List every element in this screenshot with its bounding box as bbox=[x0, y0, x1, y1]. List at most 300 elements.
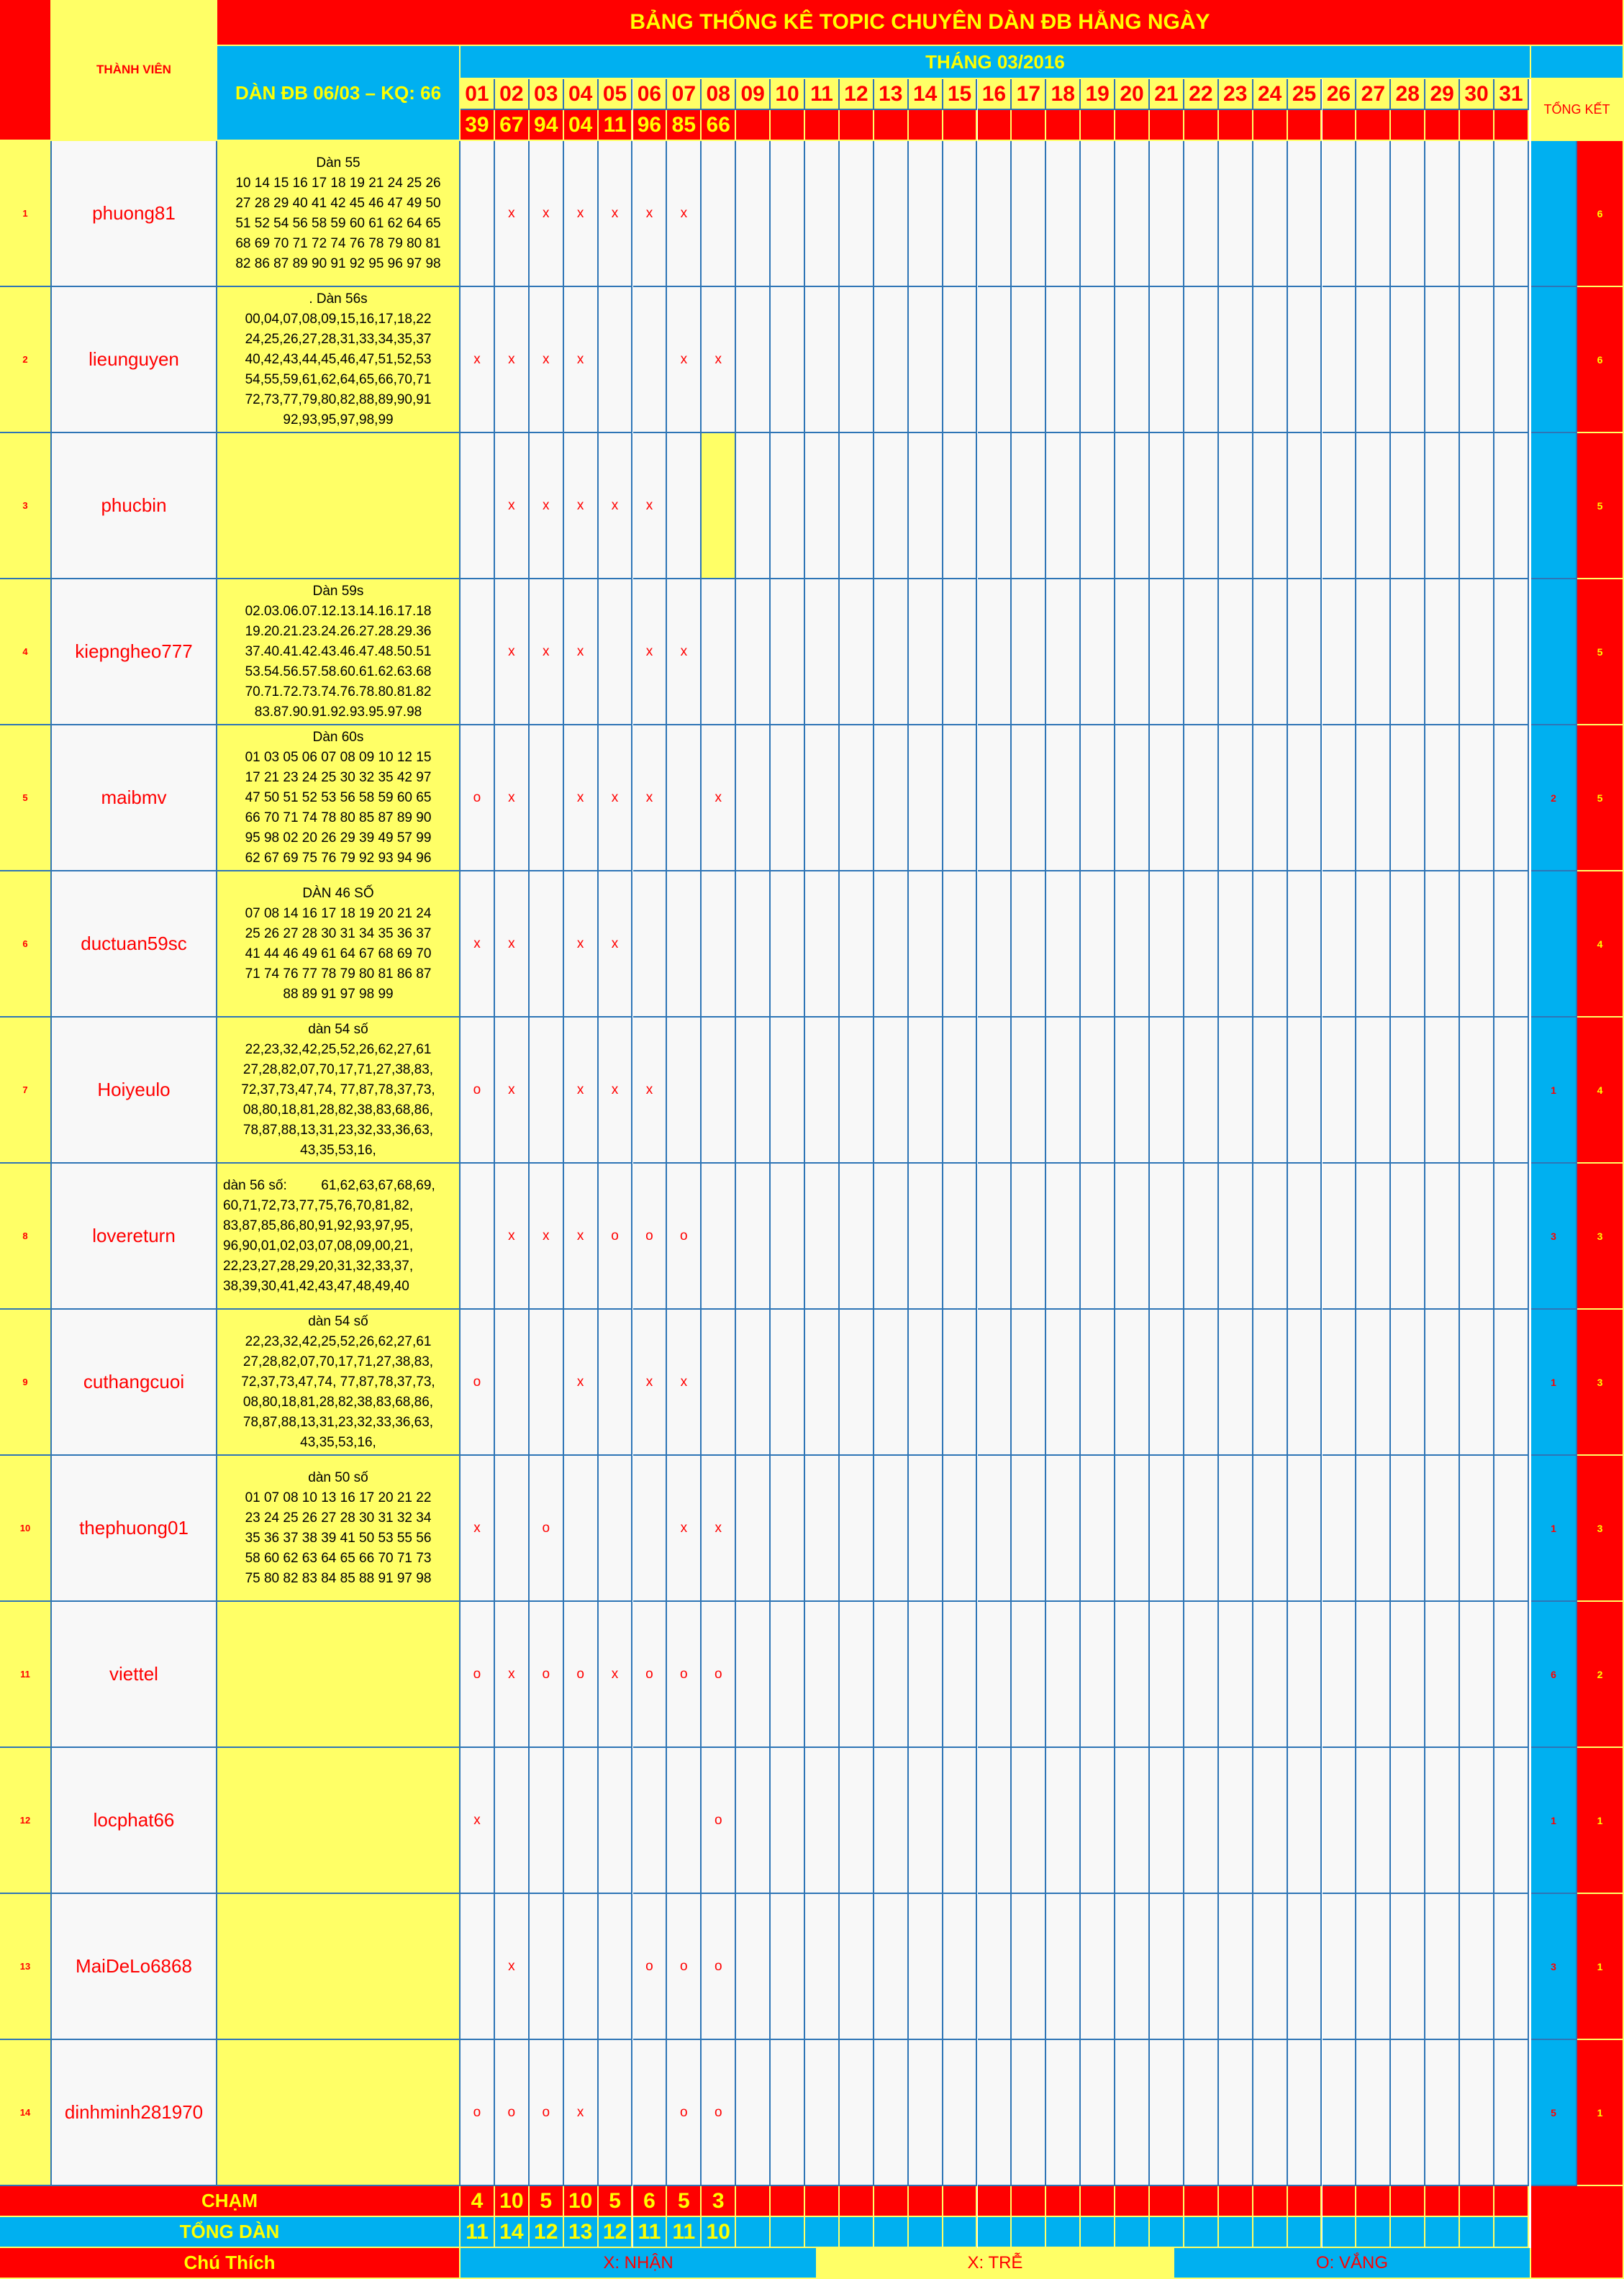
day-header: 28 bbox=[1391, 79, 1425, 110]
mark-cell bbox=[978, 433, 1012, 579]
mark-cell bbox=[1046, 579, 1081, 725]
mark-cell bbox=[1288, 1018, 1323, 1164]
mark-cell bbox=[943, 725, 978, 871]
mark-cell bbox=[1115, 1164, 1150, 1310]
mark-cell bbox=[1356, 1018, 1391, 1164]
mark-cell: x bbox=[461, 1456, 495, 1602]
mark-cell bbox=[1184, 871, 1219, 1018]
mark-cell bbox=[1115, 871, 1150, 1018]
mark-cell bbox=[1425, 725, 1460, 871]
mark-cell bbox=[1184, 725, 1219, 871]
mark-cell bbox=[1081, 287, 1115, 433]
mark-cell bbox=[564, 1894, 599, 2040]
row-total: 3 bbox=[1577, 1310, 1624, 1456]
mark-cell bbox=[909, 1310, 943, 1456]
tong-dan-cell bbox=[909, 2217, 943, 2248]
tong-dan-cell bbox=[1253, 2217, 1288, 2248]
result-cell bbox=[909, 110, 943, 141]
mark-cell bbox=[771, 141, 805, 287]
mark-cell bbox=[1012, 871, 1046, 1018]
day-header: 11 bbox=[805, 79, 840, 110]
mark-cell bbox=[771, 1748, 805, 1894]
mark-cell bbox=[1081, 1456, 1115, 1602]
mark-cell bbox=[1288, 433, 1323, 579]
mark-cell: x bbox=[599, 141, 633, 287]
mark-cell bbox=[1150, 433, 1184, 579]
mark-cell bbox=[1288, 2040, 1323, 2186]
mark-cell: o bbox=[461, 1018, 495, 1164]
mark-cell bbox=[1356, 725, 1391, 871]
mark-cell: x bbox=[495, 433, 530, 579]
mark-cell bbox=[978, 725, 1012, 871]
mark-cell bbox=[702, 1310, 736, 1456]
mark-cell bbox=[909, 141, 943, 287]
mark-cell bbox=[1115, 1310, 1150, 1456]
mark-cell bbox=[702, 871, 736, 1018]
dan-list: Dàn 55 10 14 15 16 17 18 19 21 24 25 26 27 28 29 40 41 42 45 46 47 49 50 51 52 54 56 58 59 60 61 62 64 65 68 69 70 71 72 74 76 78 79 80 81 82 86 87 89 90 91 92 95 96 97 98 bbox=[217, 141, 461, 287]
mark-cell bbox=[943, 433, 978, 579]
member-name: Hoiyeulo bbox=[52, 1018, 217, 1164]
mark-cell bbox=[771, 725, 805, 871]
mark-cell bbox=[874, 141, 909, 287]
cham-cell bbox=[1081, 2186, 1115, 2217]
member-name: lovereturn bbox=[52, 1164, 217, 1310]
day-header: 17 bbox=[1012, 79, 1046, 110]
mark-cell: o bbox=[702, 1748, 736, 1894]
mark-cell bbox=[1150, 1602, 1184, 1748]
mark-cell: x bbox=[461, 1748, 495, 1894]
tong-dan-cell bbox=[1323, 2217, 1357, 2248]
row-total: 6 bbox=[1577, 141, 1624, 287]
mark-cell bbox=[1288, 1748, 1323, 1894]
cham-cell: 3 bbox=[702, 2186, 736, 2217]
mark-cell bbox=[1288, 1456, 1323, 1602]
mark-cell bbox=[1494, 871, 1529, 1018]
mark-cell bbox=[1081, 141, 1115, 287]
mark-cell bbox=[1460, 141, 1494, 287]
mark-cell bbox=[667, 1748, 702, 1894]
mark-cell bbox=[736, 1018, 771, 1164]
result-cell bbox=[943, 110, 978, 141]
mark-cell: o bbox=[461, 725, 495, 871]
mark-cell: x bbox=[530, 141, 564, 287]
o-count bbox=[1531, 287, 1577, 433]
mark-cell bbox=[840, 725, 874, 871]
mark-cell bbox=[943, 1018, 978, 1164]
mark-cell bbox=[805, 1164, 840, 1310]
cham-cell: 6 bbox=[633, 2186, 668, 2217]
day-header: 12 bbox=[840, 79, 874, 110]
mark-cell bbox=[1184, 1748, 1219, 1894]
mark-cell bbox=[1184, 1456, 1219, 1602]
mark-cell: x bbox=[530, 1164, 564, 1310]
mark-cell bbox=[874, 433, 909, 579]
mark-cell bbox=[736, 141, 771, 287]
mark-cell bbox=[771, 433, 805, 579]
mark-cell bbox=[1150, 1164, 1184, 1310]
row-total: 4 bbox=[1577, 871, 1624, 1018]
mark-cell bbox=[530, 725, 564, 871]
mark-cell: o bbox=[530, 2040, 564, 2186]
cham-cell bbox=[978, 2186, 1012, 2217]
mark-cell bbox=[874, 1310, 909, 1456]
mark-cell bbox=[1323, 579, 1357, 725]
mark-cell: o bbox=[461, 1310, 495, 1456]
mark-cell: x bbox=[667, 141, 702, 287]
mark-cell bbox=[495, 1748, 530, 1894]
mark-cell bbox=[943, 1894, 978, 2040]
mark-cell bbox=[1288, 141, 1323, 287]
mark-cell bbox=[1356, 1748, 1391, 1894]
mark-cell bbox=[1012, 579, 1046, 725]
dan-list bbox=[217, 1748, 461, 1894]
cham-cell: 4 bbox=[461, 2186, 495, 2217]
mark-cell bbox=[1460, 871, 1494, 1018]
row-stt: 7 bbox=[0, 1018, 52, 1164]
mark-cell bbox=[1253, 1602, 1288, 1748]
mark-cell bbox=[874, 579, 909, 725]
mark-cell: o bbox=[633, 1602, 668, 1748]
mark-cell bbox=[1253, 725, 1288, 871]
mark-cell bbox=[771, 1456, 805, 1602]
mark-cell bbox=[1323, 2040, 1357, 2186]
tong-dan-cell: 12 bbox=[599, 2217, 633, 2248]
mark-cell bbox=[599, 1748, 633, 1894]
tong-dan-cell: 11 bbox=[633, 2217, 668, 2248]
mark-cell bbox=[667, 433, 702, 579]
cham-cell bbox=[943, 2186, 978, 2217]
mark-cell bbox=[736, 725, 771, 871]
mark-cell bbox=[805, 1456, 840, 1602]
cham-cell bbox=[1115, 2186, 1150, 2217]
row-total: 1 bbox=[1577, 2040, 1624, 2186]
mark-cell bbox=[1012, 1018, 1046, 1164]
o-count: 3 bbox=[1531, 1164, 1577, 1310]
mark-cell bbox=[1356, 1310, 1391, 1456]
result-cell bbox=[1081, 110, 1115, 141]
mark-cell bbox=[1460, 1602, 1494, 1748]
tong-dan-cell bbox=[978, 2217, 1012, 2248]
mark-cell bbox=[667, 871, 702, 1018]
row-stt: 2 bbox=[0, 287, 52, 433]
mark-cell bbox=[978, 1894, 1012, 2040]
mark-cell: x bbox=[702, 725, 736, 871]
mark-cell bbox=[530, 1748, 564, 1894]
mark-cell bbox=[978, 2040, 1012, 2186]
mark-cell bbox=[1046, 2040, 1081, 2186]
mark-cell bbox=[1288, 725, 1323, 871]
day-header: 21 bbox=[1150, 79, 1184, 110]
day-header: 15 bbox=[943, 79, 978, 110]
header-tong-ket-top bbox=[1531, 46, 1624, 79]
result-cell bbox=[1046, 110, 1081, 141]
mark-cell bbox=[1081, 725, 1115, 871]
mark-cell bbox=[909, 287, 943, 433]
mark-cell bbox=[1460, 1018, 1494, 1164]
mark-cell: x bbox=[564, 725, 599, 871]
legend-nhan: X: NHẬN bbox=[461, 2248, 817, 2279]
result-cell bbox=[874, 110, 909, 141]
mark-cell bbox=[1494, 1018, 1529, 1164]
mark-cell bbox=[805, 433, 840, 579]
result-cell bbox=[1288, 110, 1323, 141]
mark-cell bbox=[1323, 1894, 1357, 2040]
mark-cell bbox=[1494, 579, 1529, 725]
mark-cell bbox=[805, 579, 840, 725]
mark-cell bbox=[1460, 1894, 1494, 2040]
mark-cell: x bbox=[495, 871, 530, 1018]
dan-list bbox=[217, 433, 461, 579]
mark-cell bbox=[978, 287, 1012, 433]
mark-cell bbox=[771, 871, 805, 1018]
tong-dan-cell: 11 bbox=[461, 2217, 495, 2248]
mark-cell bbox=[1323, 1748, 1357, 1894]
mark-cell bbox=[1356, 141, 1391, 287]
mark-cell bbox=[1253, 433, 1288, 579]
mark-cell: x bbox=[667, 579, 702, 725]
day-header: 26 bbox=[1323, 79, 1357, 110]
result-cell bbox=[1425, 110, 1460, 141]
mark-cell: x bbox=[599, 871, 633, 1018]
mark-cell bbox=[702, 1018, 736, 1164]
result-cell: 94 bbox=[530, 110, 564, 141]
result-cell: 04 bbox=[564, 110, 599, 141]
result-cell: 66 bbox=[702, 110, 736, 141]
day-header: 30 bbox=[1460, 79, 1494, 110]
result-cell bbox=[1115, 110, 1150, 141]
mark-cell bbox=[1150, 1310, 1184, 1456]
mark-cell bbox=[599, 287, 633, 433]
mark-cell bbox=[702, 433, 736, 579]
day-header: 18 bbox=[1046, 79, 1081, 110]
o-count: 6 bbox=[1531, 1602, 1577, 1748]
mark-cell bbox=[1460, 1310, 1494, 1456]
mark-cell bbox=[1425, 871, 1460, 1018]
mark-cell bbox=[1219, 1456, 1253, 1602]
mark-cell bbox=[564, 1748, 599, 1894]
cham-cell bbox=[840, 2186, 874, 2217]
cham-cell bbox=[1219, 2186, 1253, 2217]
mark-cell bbox=[1494, 1602, 1529, 1748]
mark-cell bbox=[1081, 871, 1115, 1018]
mark-cell bbox=[943, 1164, 978, 1310]
member-name: thephuong01 bbox=[52, 1456, 217, 1602]
tong-dan-cell: 11 bbox=[667, 2217, 702, 2248]
mark-cell bbox=[1425, 1456, 1460, 1602]
mark-cell bbox=[736, 287, 771, 433]
cham-cell bbox=[874, 2186, 909, 2217]
mark-cell bbox=[599, 579, 633, 725]
mark-cell bbox=[874, 1164, 909, 1310]
mark-cell bbox=[1046, 287, 1081, 433]
mark-cell bbox=[633, 1456, 668, 1602]
mark-cell bbox=[771, 1602, 805, 1748]
result-cell bbox=[1150, 110, 1184, 141]
day-header: 03 bbox=[530, 79, 564, 110]
mark-cell bbox=[1219, 1310, 1253, 1456]
mark-cell: x bbox=[564, 1018, 599, 1164]
mark-cell bbox=[1288, 1602, 1323, 1748]
mark-cell bbox=[1323, 1602, 1357, 1748]
mark-cell bbox=[1184, 287, 1219, 433]
tong-dan-cell bbox=[1012, 2217, 1046, 2248]
mark-cell bbox=[840, 433, 874, 579]
row-total: 1 bbox=[1577, 1894, 1624, 2040]
mark-cell: x bbox=[633, 141, 668, 287]
mark-cell bbox=[564, 1456, 599, 1602]
mark-cell: o bbox=[667, 1602, 702, 1748]
mark-cell bbox=[1115, 287, 1150, 433]
mark-cell: x bbox=[495, 1018, 530, 1164]
cham-cell bbox=[1494, 2186, 1529, 2217]
mark-cell bbox=[461, 1894, 495, 2040]
mark-cell bbox=[840, 141, 874, 287]
mark-cell bbox=[1219, 871, 1253, 1018]
row-stt: 14 bbox=[0, 2040, 52, 2186]
day-header: 04 bbox=[564, 79, 599, 110]
mark-cell bbox=[1460, 1748, 1494, 1894]
mark-cell bbox=[1184, 1018, 1219, 1164]
mark-cell bbox=[1288, 871, 1323, 1018]
mark-cell bbox=[736, 871, 771, 1018]
o-count bbox=[1531, 871, 1577, 1018]
mark-cell bbox=[1219, 2040, 1253, 2186]
mark-cell bbox=[1115, 725, 1150, 871]
mark-cell bbox=[1115, 433, 1150, 579]
cham-cell bbox=[1425, 2186, 1460, 2217]
mark-cell bbox=[1046, 871, 1081, 1018]
mark-cell: x bbox=[667, 1310, 702, 1456]
mark-cell bbox=[978, 579, 1012, 725]
dan-list bbox=[217, 1894, 461, 2040]
mark-cell bbox=[874, 725, 909, 871]
member-name: phuong81 bbox=[52, 141, 217, 287]
mark-cell bbox=[805, 141, 840, 287]
o-count bbox=[1531, 433, 1577, 579]
mark-cell bbox=[1253, 1310, 1288, 1456]
day-header: 29 bbox=[1425, 79, 1460, 110]
tong-dan-cell bbox=[1460, 2217, 1494, 2248]
mark-cell bbox=[736, 1602, 771, 1748]
result-cell: 67 bbox=[495, 110, 530, 141]
mark-cell bbox=[909, 1018, 943, 1164]
cham-cell bbox=[805, 2186, 840, 2217]
cham-cell bbox=[1253, 2186, 1288, 2217]
mark-cell bbox=[530, 1018, 564, 1164]
result-cell bbox=[978, 110, 1012, 141]
mark-cell: x bbox=[495, 1164, 530, 1310]
mark-cell bbox=[1046, 1894, 1081, 2040]
mark-cell: o bbox=[667, 1894, 702, 2040]
result-cell bbox=[1219, 110, 1253, 141]
mark-cell bbox=[1046, 725, 1081, 871]
mark-cell bbox=[874, 1748, 909, 1894]
result-cell bbox=[1012, 110, 1046, 141]
mark-cell: x bbox=[461, 287, 495, 433]
mark-cell bbox=[874, 2040, 909, 2186]
tong-dan-cell bbox=[1081, 2217, 1115, 2248]
mark-cell bbox=[1356, 2040, 1391, 2186]
result-cell bbox=[1356, 110, 1391, 141]
mark-cell bbox=[771, 1310, 805, 1456]
day-header: 09 bbox=[736, 79, 771, 110]
o-count: 3 bbox=[1531, 1894, 1577, 2040]
mark-cell bbox=[1425, 287, 1460, 433]
mark-cell bbox=[943, 871, 978, 1018]
mark-cell bbox=[1425, 141, 1460, 287]
mark-cell bbox=[840, 871, 874, 1018]
mark-cell bbox=[1150, 1748, 1184, 1894]
result-cell: 39 bbox=[461, 110, 495, 141]
mark-cell bbox=[1012, 1456, 1046, 1602]
mark-cell bbox=[1081, 1164, 1115, 1310]
mark-cell bbox=[1460, 1456, 1494, 1602]
mark-cell bbox=[840, 1310, 874, 1456]
mark-cell bbox=[1184, 1894, 1219, 2040]
header-month: THÁNG 03/2016 bbox=[461, 46, 1531, 79]
mark-cell bbox=[1356, 287, 1391, 433]
row-stt: 11 bbox=[0, 1602, 52, 1748]
row-total: 1 bbox=[1577, 1748, 1624, 1894]
tong-dan-cell bbox=[1356, 2217, 1391, 2248]
tong-dan-cell bbox=[771, 2217, 805, 2248]
cham-label: CHẠM bbox=[0, 2186, 461, 2217]
mark-cell bbox=[943, 1456, 978, 1602]
mark-cell bbox=[771, 2040, 805, 2186]
table-title: BẢNG THỐNG KÊ TOPIC CHUYÊN DÀN ĐB HẰNG NGÀY bbox=[217, 0, 1624, 46]
mark-cell bbox=[702, 1164, 736, 1310]
mark-cell bbox=[943, 1310, 978, 1456]
cham-cell bbox=[909, 2186, 943, 2217]
row-stt: 3 bbox=[0, 433, 52, 579]
mark-cell bbox=[599, 1456, 633, 1602]
mark-cell bbox=[1081, 1310, 1115, 1456]
mark-cell bbox=[1323, 725, 1357, 871]
mark-cell bbox=[1012, 1602, 1046, 1748]
mark-cell bbox=[1425, 1602, 1460, 1748]
mark-cell bbox=[1012, 1748, 1046, 1894]
mark-cell bbox=[1356, 1894, 1391, 2040]
mark-cell bbox=[1150, 1456, 1184, 1602]
mark-cell: x bbox=[599, 433, 633, 579]
mark-cell: x bbox=[633, 1018, 668, 1164]
header-member: THÀNH VIÊN bbox=[52, 0, 217, 141]
mark-cell: x bbox=[564, 871, 599, 1018]
mark-cell bbox=[1219, 1018, 1253, 1164]
cham-cell bbox=[1150, 2186, 1184, 2217]
mark-cell: x bbox=[667, 1456, 702, 1602]
mark-cell bbox=[805, 2040, 840, 2186]
mark-cell bbox=[599, 1310, 633, 1456]
result-cell bbox=[840, 110, 874, 141]
mark-cell bbox=[1494, 1894, 1529, 2040]
mark-cell bbox=[461, 141, 495, 287]
dan-list bbox=[217, 2040, 461, 2186]
row-stt: 8 bbox=[0, 1164, 52, 1310]
mark-cell: x bbox=[564, 1164, 599, 1310]
mark-cell bbox=[805, 871, 840, 1018]
result-cell bbox=[1494, 110, 1529, 141]
mark-cell bbox=[1012, 1894, 1046, 2040]
mark-cell bbox=[736, 1310, 771, 1456]
dan-list: DÀN 46 SỐ 07 08 14 16 17 18 19 20 21 24 25 26 27 28 30 31 34 35 36 37 41 44 46 49 61 64 67 68 69 70 71 74 76 77 78 79 80 81 86 87 88 89 91 97 98 99 bbox=[217, 871, 461, 1018]
mark-cell bbox=[702, 579, 736, 725]
tong-dan-label: TỔNG DÀN bbox=[0, 2217, 461, 2248]
mark-cell bbox=[771, 1894, 805, 2040]
mark-cell bbox=[1115, 1748, 1150, 1894]
mark-cell bbox=[1356, 1164, 1391, 1310]
mark-cell bbox=[702, 141, 736, 287]
